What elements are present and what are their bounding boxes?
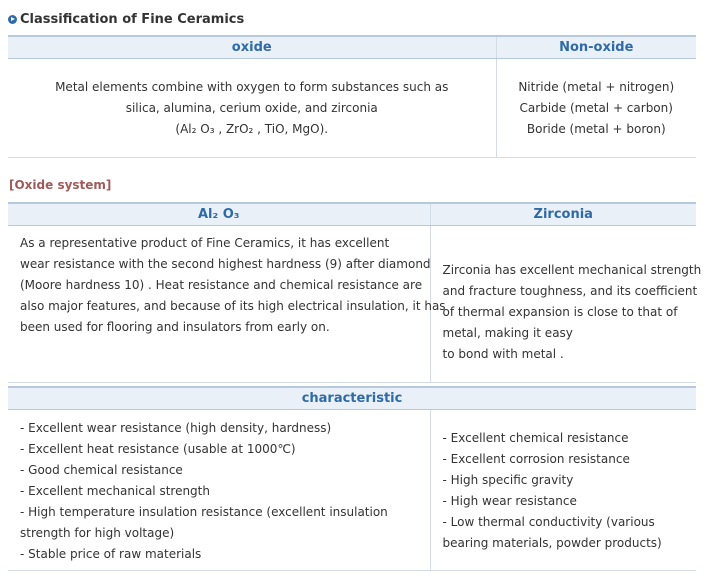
oxide-system-table <box>8 202 702 383</box>
header-oxide: oxide <box>8 36 496 59</box>
list-item: - Excellent heat resistance (usable at 1000℃) <box>20 442 296 456</box>
al2o3-description <box>8 226 446 383</box>
list-item: - Excellent wear resistance (high density, hardness) <box>20 421 332 435</box>
zirconia-line: to bond with metal . <box>442 346 564 361</box>
list-item: - High specific gravity <box>442 473 574 487</box>
header-non-oxide: Non-oxide <box>496 36 696 59</box>
non-oxide-line: Nitride (metal + nitrogen) <box>518 79 675 94</box>
al2o3-line: (Moore hardness 10) . Heat resistance and chemical resistance are <box>20 278 423 292</box>
characteristic-table <box>8 386 696 571</box>
al2o3-characteristics <box>8 410 430 571</box>
oxide-line: (Al₂ O₃ , ZrO₂ , TiO, MgO). <box>175 121 329 136</box>
zirconia-line: metal, making it easy <box>442 325 573 340</box>
header-characteristic: characteristic <box>8 387 696 410</box>
list-item: - Excellent chemical resistance <box>442 431 629 445</box>
list-item: - Excellent mechanical strength <box>20 484 210 498</box>
header-zirconia: Zirconia <box>430 203 696 226</box>
zirconia-description <box>430 226 702 383</box>
list-item: - Excellent corrosion resistance <box>442 452 630 466</box>
al2o3-line: As a representative product of Fine Ceramics, it has excellent <box>20 236 390 250</box>
list-item: - Good chemical resistance <box>20 463 183 477</box>
al2o3-line: wear resistance with the second highest hardness (9) after diamond <box>20 257 431 271</box>
classification-table <box>8 35 696 158</box>
list-item: - Stable price of raw materials <box>20 547 202 561</box>
zirconia-line: Zirconia has excellent mechanical strength <box>442 262 702 277</box>
oxide-line: silica, alumina, cerium oxide, and zirconia <box>125 100 378 115</box>
list-item: - Low thermal conductivity (various bearing materials, powder products) <box>442 515 662 550</box>
zirconia-line: and fracture toughness, and its coefficient <box>442 283 698 298</box>
non-oxide-line: Carbide (metal + carbon) <box>519 100 673 115</box>
bullet-arrow-icon <box>8 15 17 24</box>
al2o3-line: been used for flooring and insulators from early on. <box>20 320 330 334</box>
list-item: - High temperature insulation resistance (excellent insulation strength for high voltage) <box>20 505 388 540</box>
non-oxide-description <box>496 59 696 158</box>
classification-title-text: Classification of Fine Ceramics <box>20 11 245 27</box>
oxide-system-heading: [Oxide system] <box>9 178 112 192</box>
oxide-line: Metal elements combine with oxygen to form substances such as <box>55 79 449 94</box>
zirconia-characteristics <box>430 410 696 571</box>
header-al2o3: Al₂ O₃ <box>8 203 430 226</box>
classification-title <box>8 10 244 28</box>
al2o3-line: also major features, and because of its high electrical insulation, it has <box>20 299 446 313</box>
list-item: - High wear resistance <box>442 494 577 508</box>
non-oxide-line: Boride (metal + boron) <box>526 121 666 136</box>
oxide-description <box>8 59 496 158</box>
zirconia-line: of thermal expansion is close to that of <box>442 304 678 319</box>
